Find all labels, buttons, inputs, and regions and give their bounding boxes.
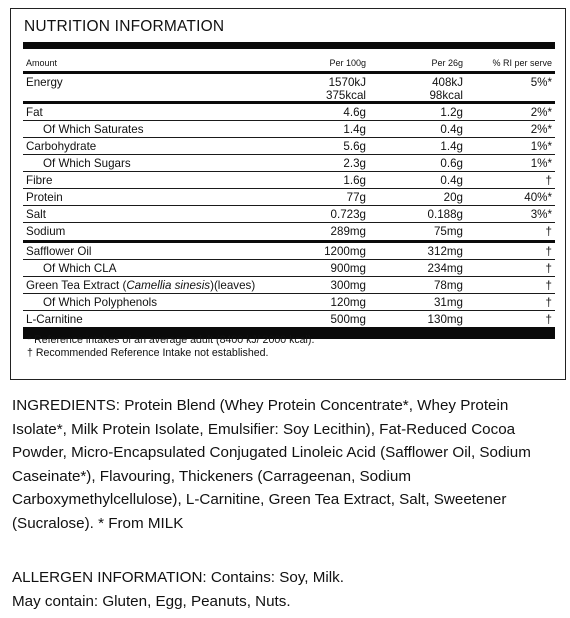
allergen-may-contain: May contain: Gluten, Egg, Peanuts, Nuts.	[12, 592, 291, 610]
row-per26-kj: 408kJ	[432, 76, 463, 89]
row-per100: 4.6g	[343, 106, 366, 119]
row-name: Of Which CLA	[43, 262, 117, 275]
row-per100: 300mg	[330, 279, 366, 292]
row-per26: 0.4g	[440, 174, 463, 187]
row-ri: 2%*	[530, 106, 552, 119]
row-polyphenols	[23, 294, 555, 311]
row-per100: 1.4g	[343, 123, 366, 136]
row-per26: 1.4g	[440, 140, 463, 153]
row-per26: 31mg	[433, 296, 463, 309]
row-ri: †	[545, 279, 552, 292]
row-per100: 1200mg	[324, 245, 366, 258]
row-per100: 289mg	[330, 225, 366, 238]
row-salt	[23, 206, 555, 223]
row-ri: 1%*	[530, 140, 552, 153]
table-header	[23, 49, 555, 74]
row-per26: 20g	[443, 191, 463, 204]
ingredients-line: (Sucralose). * From MILK	[12, 514, 184, 532]
row-per26: 130mg	[427, 313, 463, 326]
row-name: Of Which Polyphenols	[43, 296, 158, 309]
ingredients-line: Isolate*, Milk Protein Isolate, Emulsifier: Soy Lecithin), Fat-Reduced Cocoa	[12, 420, 516, 438]
row-ri: †	[545, 174, 552, 187]
row-name-italic: Camellia sinesis	[126, 279, 211, 292]
row-per26: 0.6g	[440, 157, 463, 170]
row-ri: †	[545, 296, 552, 309]
row-ri: 3%*	[530, 208, 552, 221]
row-per100-kcal: 375kcal	[326, 89, 366, 102]
row-per26: 0.4g	[440, 123, 463, 136]
row-ri: 2%*	[530, 123, 552, 136]
row-per26	[429, 76, 463, 102]
row-name	[26, 279, 255, 292]
row-ri: †	[545, 262, 552, 275]
footnote-ri: * Reference intakes of an average adult (8400 kJ/ 2000 kcal).	[27, 334, 315, 346]
row-sugars	[23, 155, 555, 172]
footnotes	[27, 334, 314, 359]
row-per26: 1.2g	[440, 106, 463, 119]
row-per26: 0.188g	[427, 208, 463, 221]
row-sodium	[23, 223, 555, 243]
row-per100: 0.723g	[330, 208, 366, 221]
row-name: Of Which Saturates	[43, 123, 144, 136]
row-per100: 5.6g	[343, 140, 366, 153]
row-protein	[23, 189, 555, 206]
row-ri: 40%*	[524, 191, 552, 204]
row-fat	[23, 104, 555, 121]
row-name: Protein	[26, 191, 63, 204]
row-per100-kj: 1570kJ	[328, 76, 366, 89]
row-name-pre: Green Tea Extract (	[26, 279, 127, 292]
row-name: Carbohydrate	[26, 140, 97, 153]
row-per100: 900mg	[330, 262, 366, 275]
ingredients-line: INGREDIENTS: Protein Blend (Whey Protein Concentrate*, Whey Protein	[12, 397, 509, 414]
row-name: Energy	[26, 76, 63, 89]
row-per26: 75mg	[433, 225, 463, 238]
row-name-post: )(leaves)	[210, 279, 256, 292]
nutrition-panel	[10, 8, 566, 380]
header-per100: Per 100g	[329, 58, 366, 68]
row-per26-kcal: 98kcal	[429, 89, 463, 102]
row-l-carnitine	[23, 311, 555, 327]
row-name: Fibre	[26, 174, 53, 187]
ingredients-text	[12, 394, 560, 535]
row-energy	[23, 74, 555, 104]
row-green-tea	[23, 277, 555, 294]
row-name: Fat	[26, 106, 43, 119]
row-per26: 312mg	[427, 245, 463, 258]
row-per100: 500mg	[330, 313, 366, 326]
row-per26: 234mg	[427, 262, 463, 275]
header-per26: Per 26g	[431, 58, 463, 68]
ingredients-line: Powder, Micro-Encapsulated Conjugated Linoleic Acid (Safflower Oil, Sodium	[12, 444, 531, 461]
row-carbohydrate	[23, 138, 555, 155]
row-per100: 120mg	[330, 296, 366, 309]
row-per100: 2.3g	[343, 157, 366, 170]
row-ri: †	[545, 245, 552, 258]
footnote-dagger: † Recommended Reference Intake not established.	[27, 346, 269, 359]
row-name: L-Carnitine	[26, 313, 83, 326]
row-name: Sodium	[26, 225, 66, 238]
header-ri: % RI per serve	[492, 58, 552, 68]
top-rule	[23, 42, 555, 49]
allergen-info	[12, 566, 560, 613]
row-fibre	[23, 172, 555, 189]
header-amount: Amount	[26, 58, 58, 68]
row-ri: 1%*	[530, 157, 552, 170]
row-name: Salt	[26, 208, 46, 221]
nutrition-table	[23, 49, 555, 339]
row-name: Of Which Sugars	[43, 157, 131, 170]
row-name: Safflower Oil	[26, 245, 92, 258]
row-per26: 78mg	[433, 279, 463, 292]
row-per100: 77g	[346, 191, 366, 204]
row-per100	[326, 76, 366, 102]
row-ri: 5%*	[530, 76, 552, 89]
row-ri: †	[545, 225, 552, 238]
allergen-contains: ALLERGEN INFORMATION: Contains: Soy, Milk.	[12, 569, 344, 586]
ingredients-line: Caseinate*), Flavouring, Thickeners (Carrageenan, Sodium	[12, 467, 412, 485]
row-saturates	[23, 121, 555, 138]
panel-title: NUTRITION INFORMATION	[24, 18, 225, 35]
row-per100: 1.6g	[343, 174, 366, 187]
row-cla	[23, 260, 555, 277]
row-safflower-oil	[23, 243, 555, 260]
ingredients-line: Carboxymethylcellulose), L-Carnitine, Green Tea Extract, Salt, Sweetener	[12, 491, 507, 508]
row-ri: †	[545, 313, 552, 326]
